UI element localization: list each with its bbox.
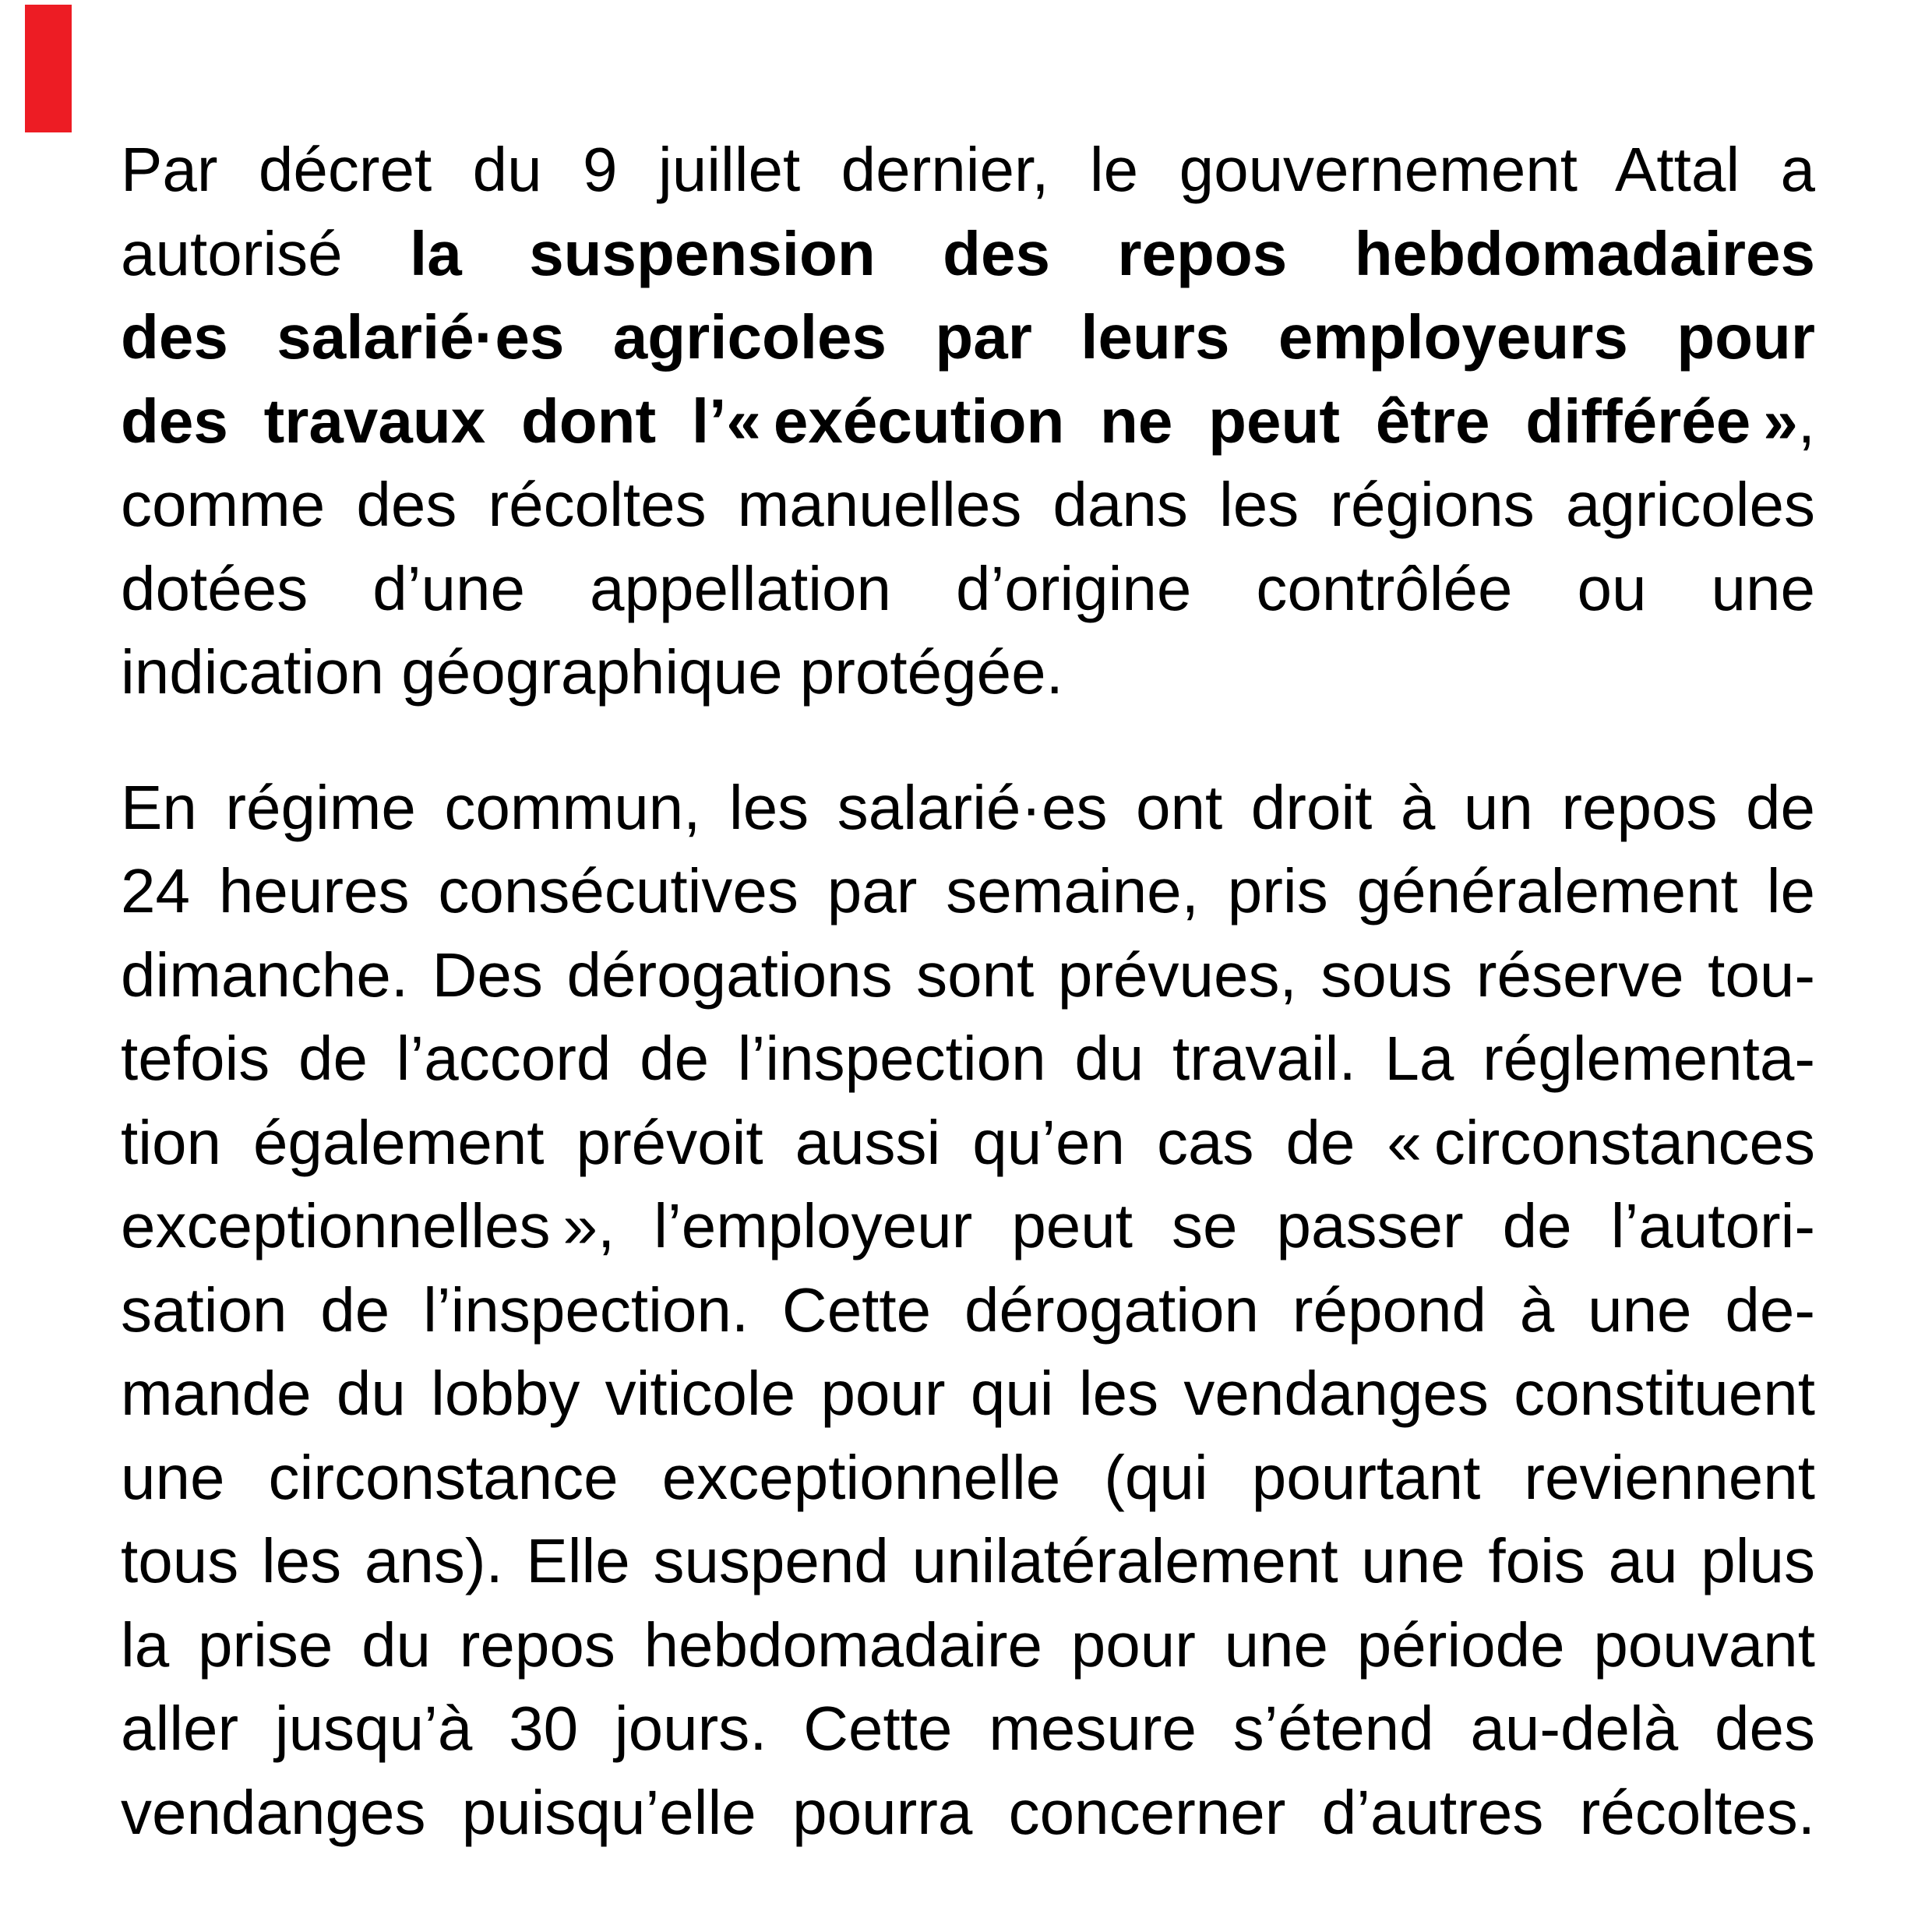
line-text: vendanges puisqu’elle pourra concerner d’autres récoltes.: [121, 1777, 1815, 1847]
line-text: tefois de l’accord de l’inspection du travail. La réglementa-: [121, 1024, 1815, 1093]
text-line: [121, 1268, 1815, 1352]
line-text: tion également prévoit aussi qu’en cas de « circonstances: [121, 1107, 1815, 1177]
text-line: [121, 128, 1815, 212]
text-line: [121, 849, 1815, 933]
line-text: une circonstance exceptionnelle (qui pourtant reviennent: [121, 1442, 1815, 1512]
text-line: [121, 1519, 1815, 1603]
text-line: [121, 1184, 1815, 1268]
text-line: [121, 1436, 1815, 1520]
line-text-bold: des salarié·es agricoles par leurs employeurs pour: [121, 302, 1815, 372]
article-paragraph-2: [121, 766, 1815, 1855]
line-text: mande du lobby viticole pour qui les vendanges constituent: [121, 1359, 1815, 1428]
red-accent-bar: [25, 5, 72, 132]
text-line: [121, 933, 1815, 1017]
line-text: 24 heures consécutives par semaine, pris généralement le: [121, 856, 1815, 925]
line-text: comme des récoltes manuelles dans les régions agricoles: [121, 470, 1815, 539]
text-line: [121, 1687, 1815, 1771]
text-line: [121, 630, 1815, 714]
text-line: [121, 295, 1815, 379]
line-text: dotées d’une appellation d’origine contrôlée ou une: [121, 553, 1815, 623]
text-line: [121, 547, 1815, 631]
text-line: [121, 766, 1815, 850]
text-line: [121, 1017, 1815, 1101]
line-text: indication géographique protégée.: [121, 637, 1063, 707]
text-line: [121, 212, 1815, 296]
line-text-bold: la suspension des repos hebdomadaires: [410, 218, 1815, 288]
text-line: [121, 1771, 1815, 1855]
article-paragraph-1: [121, 128, 1815, 714]
line-text: dimanche. Des dérogations sont prévues, sous réserve tou-: [121, 940, 1815, 1010]
text-line: [121, 379, 1815, 464]
line-text: En régime commun, les salarié·es ont droit à un repos de: [121, 772, 1815, 842]
line-text-bold: des travaux dont l’« exécution ne peut être différée »: [121, 386, 1798, 456]
line-text: ,: [1797, 386, 1815, 456]
line-text: aller jusqu’à 30 jours. Cette mesure s’étend au-delà des: [121, 1694, 1815, 1763]
text-line: [121, 1603, 1815, 1687]
text-line: [121, 1352, 1815, 1436]
line-text: tous les ans). Elle suspend unilatéralement une fois au plus: [121, 1526, 1815, 1595]
article-text: [121, 128, 1815, 1854]
line-text: autorisé: [121, 218, 411, 288]
line-text: sation de l’inspection. Cette dérogation répond à une de-: [121, 1274, 1815, 1345]
text-line: [121, 1101, 1815, 1185]
line-text: la prise du repos hebdomadaire pour une période pouvant: [121, 1609, 1815, 1680]
line-text: exceptionnelles », l’employeur peut se passer de l’autori-: [121, 1191, 1815, 1260]
line-text: Par décret du 9 juillet dernier, le gouvernement Attal a: [121, 135, 1815, 204]
text-line: [121, 463, 1815, 547]
